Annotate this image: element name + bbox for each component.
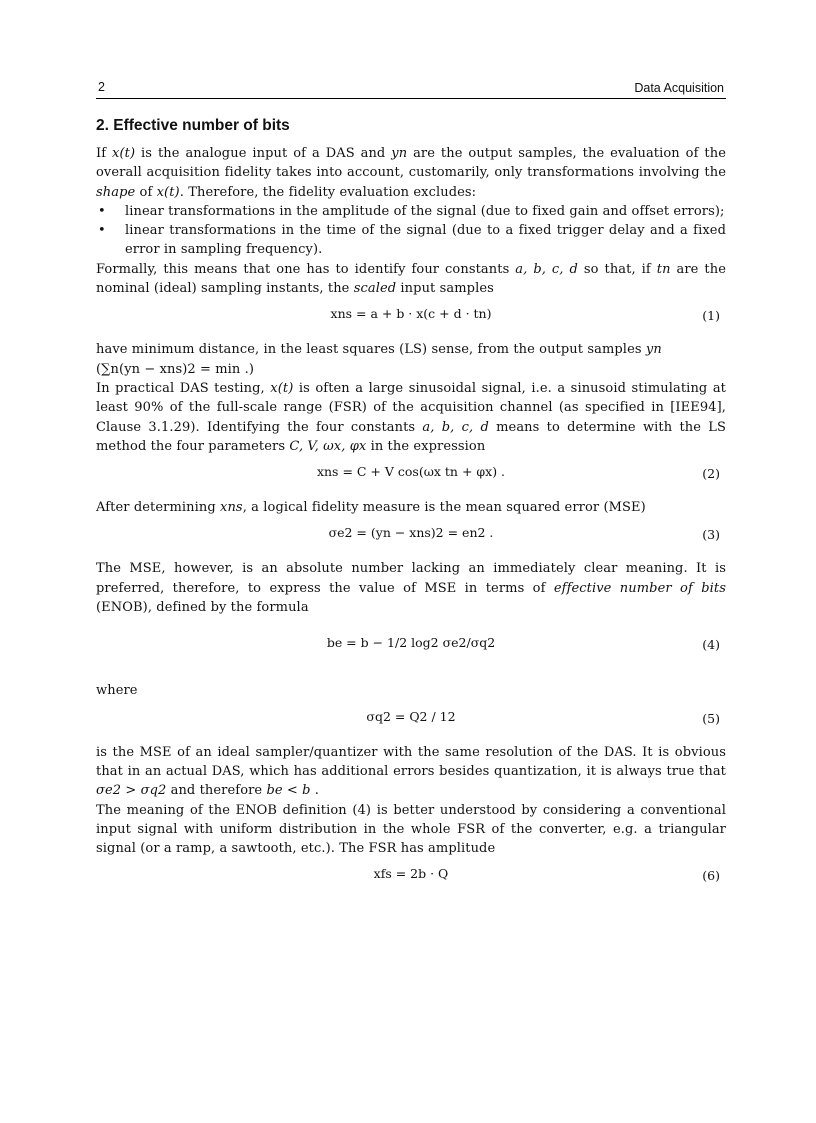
equation-6-expression: xfs = 2b · Q (373, 866, 449, 882)
paragraph-mse-intro: After determining xns, a logical fidelity measure is the mean squared error (MSE) (96, 500, 646, 516)
paragraph-where: where (96, 683, 138, 699)
list-item: • linear transformations in the time of the signal (due to a fixed trigger delay and a fixed error in sampling frequency). (96, 221, 726, 260)
equation-1-number: (1) (702, 308, 720, 324)
equation-2-number: (2) (702, 466, 720, 482)
paragraph-intro: If x(t) is the analogue input of a DAS and yn are the output samples, the evaluation of the overall acquisition fidelity takes into account, customarily, only transformations involving the shape of x(t). Therefore, the fidelity evaluation excludes: (96, 146, 726, 200)
running-header (96, 78, 726, 99)
equation-2-expression: xns = C + V cos(ωx tn + φx) . (316, 464, 506, 480)
paragraph-ideal-quantizer: is the MSE of an ideal sampler/quantizer with the same resolution of the DAS. It is obvious that in an actual DAS, which has additional errors besides quantization, it is always true that σe2 > σq2 and therefore be < b . (96, 744, 726, 799)
paragraph-ls: have minimum distance, in the least squares (LS) sense, from the output samples yn (∑n(yn − xns)2 = min .) (96, 342, 662, 377)
running-title: Data Acquisition (634, 81, 724, 95)
paragraph-enob-intro: The MSE, however, is an absolute number lacking an immediately clear meaning. It is preferred, therefore, to express the value of MSE in terms of effective number of bits (ENOB), defined by the formula (96, 561, 726, 616)
symbol-yn: yn (391, 146, 408, 161)
equation-5-expression: σq2 = Q2 / 12 (366, 708, 456, 724)
equation-1 (96, 300, 726, 334)
equation-5 (96, 703, 726, 737)
paragraph-formal: Formally, this means that one has to identify four constants a, b, c, d so that, if tn are the nominal (ideal) sampling instants, the scaled input samples (96, 261, 726, 297)
equation-2 (96, 458, 726, 492)
equation-4-expression: be = b − 1/2 log2 σe2/σq2 (326, 635, 496, 651)
equation-6 (96, 860, 726, 894)
equation-3-expression: σe2 = (yn − xns)2 = en2 . (328, 525, 494, 541)
equation-3-number: (3) (702, 527, 720, 543)
equation-3 (96, 519, 726, 553)
paragraph-sinusoid: In practical DAS testing, x(t) is often a large sinusoidal signal, i.e. a sinusoid stimulating at least 90% of the full-scale range (FSR) of the acquisition channel (as specified in [IEE94], Clause 3.1.29). Identifying the four constants a, b, c, d means to determine with the LS method the four parameters C, V, ωx, φx in the expression (96, 380, 726, 454)
equation-4-number: (4) (702, 637, 720, 653)
section-title: 2. Effective number of bits (96, 117, 290, 134)
paragraph-enob-meaning: The meaning of the ENOB definition (4) is better understood by considering a conventional input signal with uniform distribution in the whole FSR of the converter, e.g. a triangular signal (or a ramp, a sawtooth, etc.). The FSR has amplitude (96, 802, 726, 857)
page-number: 2 (98, 80, 105, 94)
equation-1-expression: xns = a + b · x(c + d · tn) (330, 306, 492, 322)
exclusion-list (96, 202, 726, 260)
equation-4 (96, 619, 726, 675)
list-item: • linear transformations in the amplitude of the signal (due to fixed gain and offset errors); (96, 202, 726, 221)
equation-5-number: (5) (702, 710, 720, 726)
equation-6-number: (6) (702, 868, 720, 884)
page (96, 78, 726, 900)
